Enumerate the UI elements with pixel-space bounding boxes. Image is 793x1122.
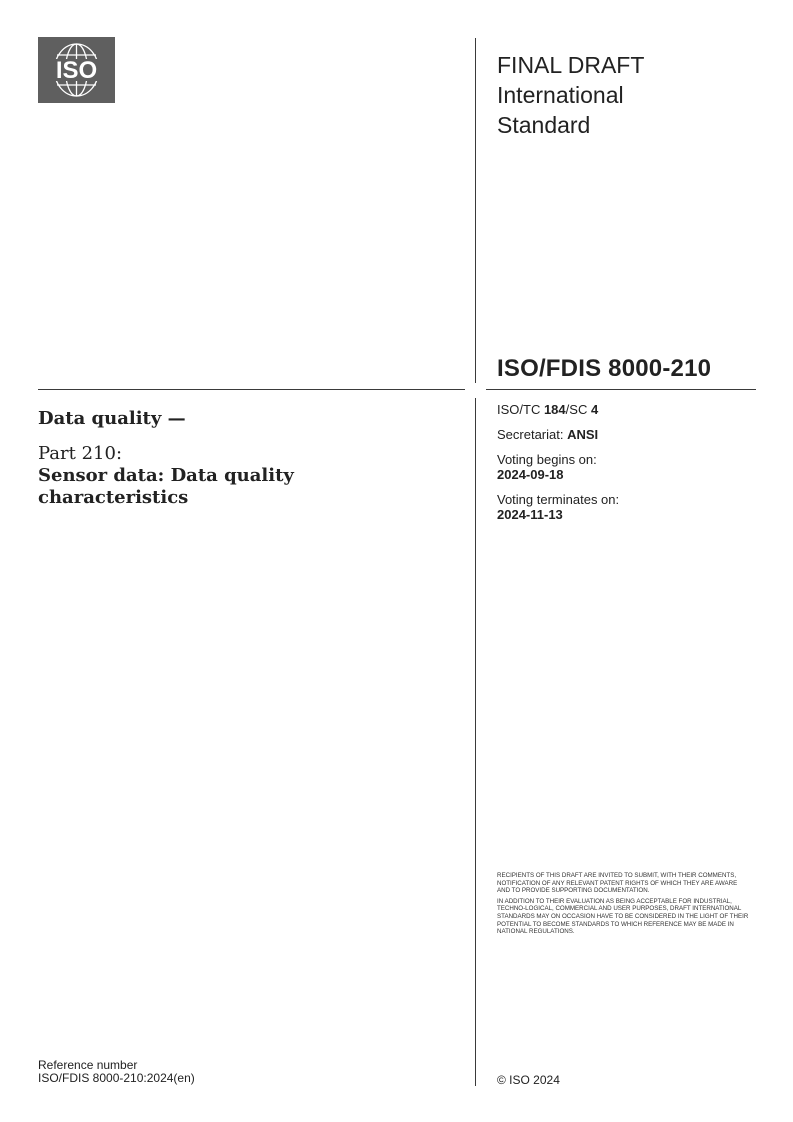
voting-terminates-label: Voting terminates on: <box>497 492 620 507</box>
secretariat-value: ANSI <box>567 427 599 442</box>
title-part: Part 210: <box>38 443 123 464</box>
horizontal-divider-left <box>38 389 465 390</box>
horizontal-divider-right <box>486 389 756 390</box>
title-block <box>38 408 458 509</box>
reference-value: ISO/FDIS 8000-210:2024(en) <box>38 1071 195 1085</box>
voting-begins-date: 2024-09-18 <box>497 467 564 482</box>
draft-heading-line: International <box>497 82 624 108</box>
vertical-divider-top <box>475 38 476 383</box>
document-number: ISO/FDIS 8000-210 <box>497 355 712 382</box>
title-subtitle <box>38 465 458 509</box>
vertical-divider-bottom <box>475 398 476 1086</box>
title-main: Data quality — <box>38 408 186 429</box>
recipients-notice <box>497 872 749 939</box>
meta-block <box>497 402 757 532</box>
sc-prefix: /SC <box>565 402 591 417</box>
tc-prefix: ISO/TC <box>497 402 544 417</box>
logo-text: ISO <box>55 57 98 84</box>
committee-line <box>497 402 757 417</box>
voting-terminates <box>497 492 757 522</box>
notice-paragraph: RECIPIENTS OF THIS DRAFT ARE INVITED TO SUBMIT, WITH THEIR COMMENTS, NOTIFICATION OF ANY RELEVANT PATENT RIGHTS OF WHICH THEY ARE AWARE AND TO PROVIDE SUPPORTING DOCUMENTATION. <box>497 872 738 895</box>
title-subtitle-line: characteristics <box>38 487 189 508</box>
secretariat-label: Secretariat: <box>497 427 568 442</box>
voting-begins <box>497 452 757 482</box>
secretariat-line <box>497 427 757 442</box>
notice-paragraph: IN ADDITION TO THEIR EVALUATION AS BEING ACCEPTABLE FOR INDUSTRIAL, TECHNO-LOGICAL, COMMERCIAL AND USER PURPOSES, DRAFT INTERNATIONAL STANDARDS MAY ON OCCASION HAVE TO BE CONSIDERED IN THE LIGHT OF THEIR POTENTIAL TO BECOME STANDARDS TO WHICH REFERENCE MAY BE MADE IN NATIONAL REGULATIONS. <box>497 897 749 936</box>
reference-number-block <box>38 1059 195 1085</box>
draft-heading <box>497 50 757 140</box>
voting-terminates-date: 2024-11-13 <box>497 507 563 522</box>
draft-heading-line: FINAL DRAFT <box>497 52 645 78</box>
tc-number: 184 <box>543 402 566 417</box>
title-subtitle-line: Sensor data: Data quality <box>38 465 294 486</box>
sc-number: 4 <box>590 402 599 417</box>
draft-heading-line: Standard <box>497 112 591 138</box>
globe-icon <box>38 37 115 103</box>
voting-begins-label: Voting begins on: <box>497 452 597 467</box>
reference-label: Reference number <box>38 1058 138 1072</box>
iso-logo <box>38 37 115 103</box>
copyright: © ISO 2024 <box>497 1073 560 1087</box>
